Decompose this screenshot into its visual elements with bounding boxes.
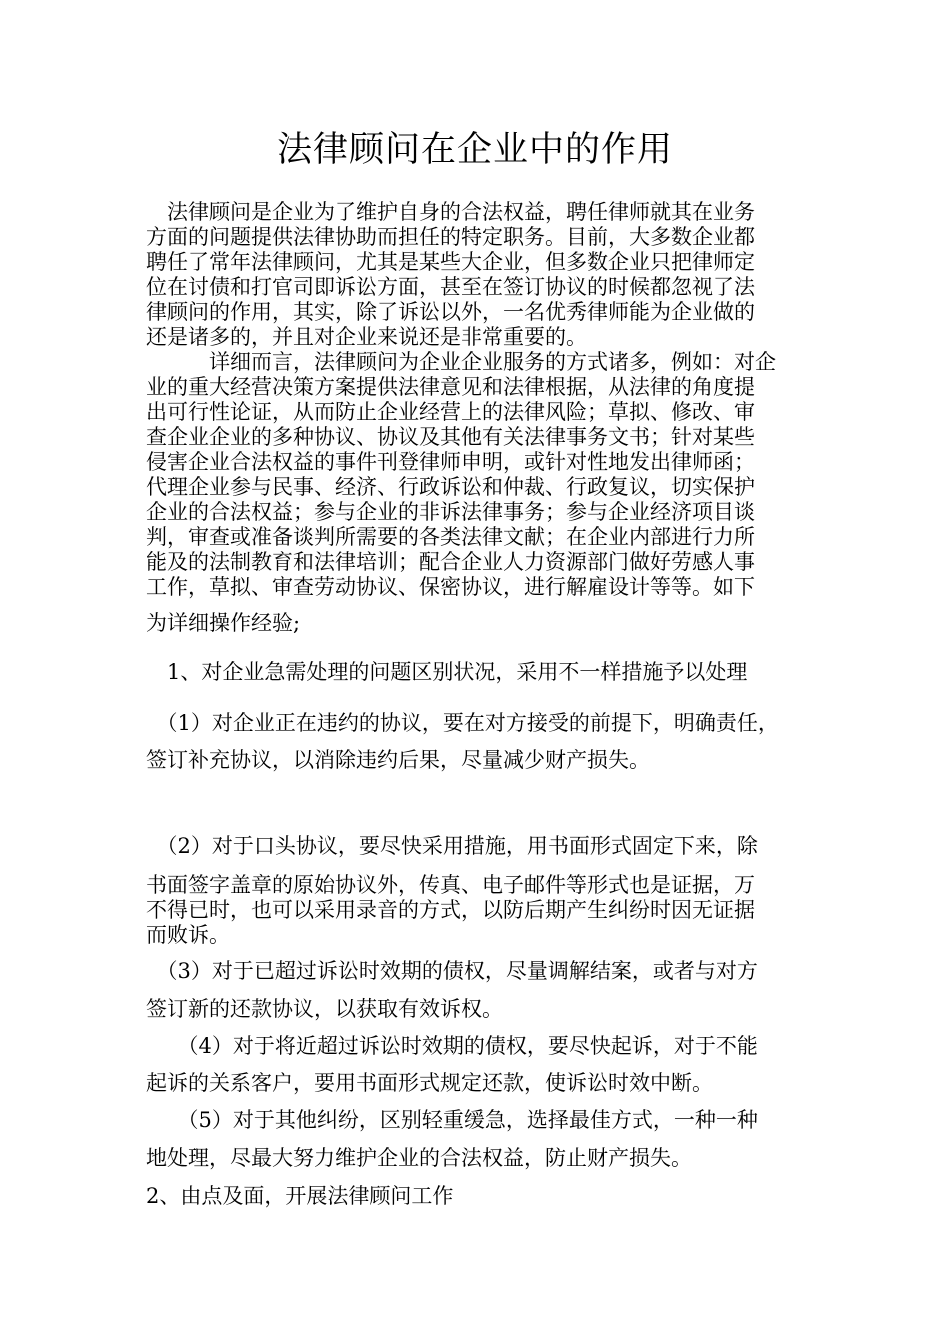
- paragraph-line: 企业的合法权益；参与企业的非诉法律事务；参与企业经济项目谈: [146, 500, 755, 524]
- paragraph-line: 出可行性论证，从而防止企业经营上的法律风险；草拟、修改、审: [146, 400, 755, 424]
- paragraph-line: 为详细操作经验;: [146, 611, 301, 635]
- paragraph-line: 代理企业参与民事、经济、行政诉讼和仲裁、行政复议，切实保护: [146, 475, 755, 499]
- list-item-line: 书面签字盖章的原始协议外，传真、电子邮件等形式也是证据，万: [146, 873, 755, 897]
- paragraph-line: 方面的问题提供法律协助而担任的特定职务。目前，大多数企业都: [146, 225, 755, 249]
- paragraph-line: 侵害企业合法权益的事件刊登律师申明，或针对性地发出律师函；: [146, 450, 755, 474]
- list-item-line: （4）对于将近超过诉讼时效期的债权，要尽快起诉，对于不能: [146, 1034, 758, 1058]
- list-item-line: （2）对于口头协议，要尽快采用措施，用书面形式固定下来，除: [146, 834, 758, 858]
- paragraph-line: 判，审查或准备谈判所需要的各类法律文献；在企业内部进行力所: [146, 525, 755, 549]
- list-item-line: （1）对企业正在违约的协议，要在对方接受的前提下，明确责任，: [146, 711, 779, 735]
- list-item-line: 地处理，尽最大努力维护企业的合法权益，防止财产损失。: [146, 1146, 692, 1170]
- paragraph-line: 能及的法制教育和法律培训；配合企业人力资源部门做好劳感人事: [146, 550, 755, 574]
- list-item-line: 签订补充协议，以消除违约后果，尽量减少财产损失。: [146, 748, 650, 772]
- paragraph-line: 还是诸多的，并且对企业来说还是非常重要的。: [146, 325, 587, 349]
- section-heading-2: 2、由点及面，开展法律顾问工作: [146, 1184, 454, 1208]
- list-item-line: 起诉的关系客户，要用书面形式规定还款，使诉讼时效中断。: [146, 1071, 713, 1095]
- paragraph-line: 聘任了常年法律顾问，尤其是某些大企业，但多数企业只把律师定: [146, 250, 755, 274]
- list-item-line: （3）对于已超过诉讼时效期的债权，尽量调解结案，或者与对方: [146, 959, 758, 983]
- list-item-line: （5）对于其他纠纷，区别轻重缓急，选择最佳方式，一种一种: [146, 1108, 758, 1132]
- paragraph-line: 位在讨债和打官司即诉讼方面，甚至在签订协议的时候都忽视了法: [146, 275, 755, 299]
- section-heading-1: 1、对企业急需处理的问题区别状况，采用不一样措施予以处理: [146, 660, 748, 684]
- list-item-line: 而败诉。: [146, 923, 230, 947]
- paragraph-line: 工作，草拟、审查劳动协议、保密协议，进行解雇设计等等。如下: [146, 575, 755, 599]
- list-item-line: 签订新的还款协议，以获取有效诉权。: [146, 997, 503, 1021]
- paragraph-line: 法律顾问是企业为了维护自身的合法权益，聘任律师就其在业务: [146, 200, 755, 224]
- document-title: 法律顾问在企业中的作用: [276, 130, 673, 170]
- paragraph-line: 律顾问的作用，其实，除了诉讼以外，一名优秀律师能为企业做的: [146, 300, 755, 324]
- list-item-line: 不得已时，也可以采用录音的方式，以防后期产生纠纷时因无证据: [146, 898, 755, 922]
- paragraph-line: 详细而言，法律顾问为企业企业服务的方式诸多，例如：对企: [146, 350, 776, 374]
- paragraph-line: 业的重大经营决策方案提供法律意见和法律根据，从法律的角度提: [146, 375, 755, 399]
- paragraph-line: 查企业企业的多种协议、协议及其他有关法律事务文书；针对某些: [146, 425, 755, 449]
